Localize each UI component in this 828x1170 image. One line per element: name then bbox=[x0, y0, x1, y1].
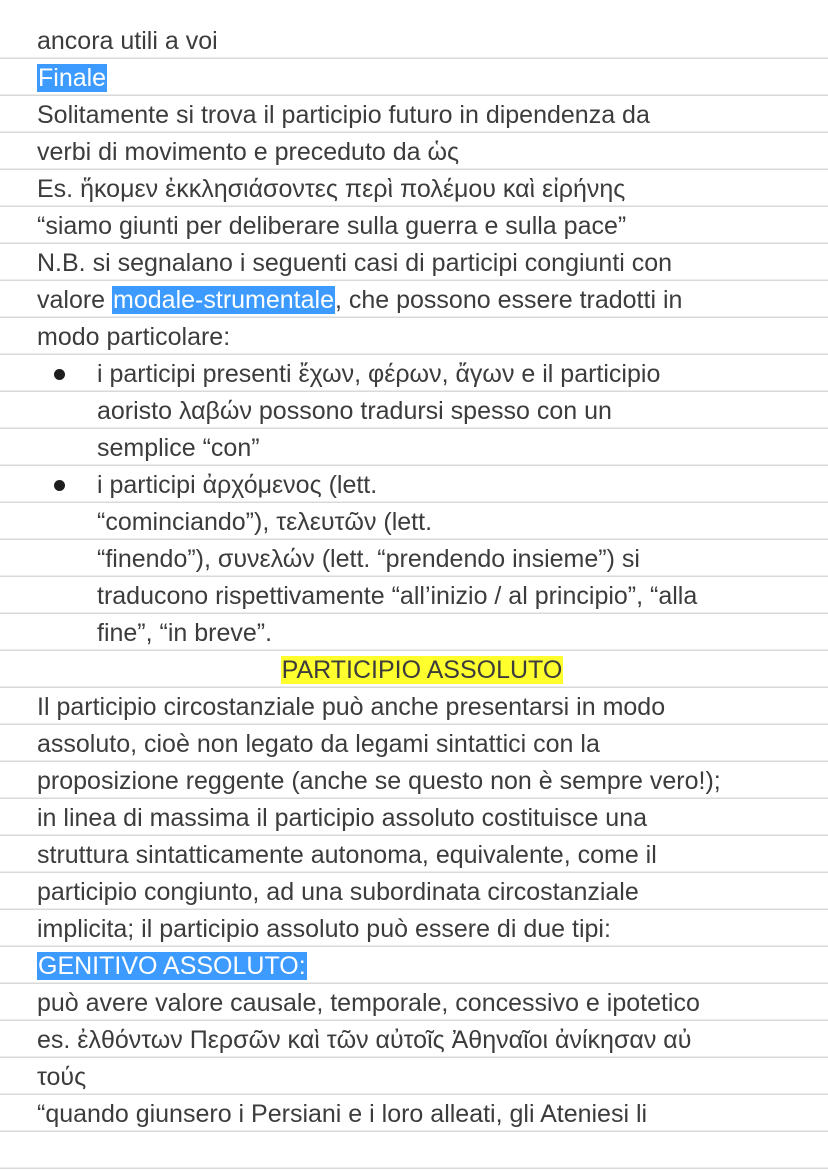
text-line: in linea di massima il participio assoluto costituisce una bbox=[37, 804, 648, 832]
bullet-line: traducono rispettivamente “all’inizio / al principio”, “alla bbox=[97, 582, 698, 610]
text-line: struttura sintatticamente autonoma, equivalente, come il bbox=[37, 841, 657, 869]
bullet-item bbox=[37, 467, 807, 652]
greek-example-line: Es. ἥκομεν ἐκκλησιάσοντες περὶ πολέμου καὶ εἰρήνης bbox=[37, 175, 626, 203]
text-line: verbi di movimento e preceduto da ὡς bbox=[37, 138, 460, 166]
text-line: assoluto, cioè non legato da legami sintattici con la bbox=[37, 730, 600, 758]
modal-line bbox=[37, 282, 807, 319]
modal-line-before: valore bbox=[37, 286, 113, 314]
text-line: participio congiunto, ad una subordinata circostanziale bbox=[37, 878, 639, 906]
section-heading-line bbox=[37, 652, 807, 689]
text-line: Il participio circostanziale può anche presentarsi in modo bbox=[37, 693, 666, 721]
finale-heading-line bbox=[37, 60, 807, 97]
bullet-icon bbox=[54, 480, 65, 491]
genitive-heading-line bbox=[37, 948, 807, 985]
finale-heading: Finale bbox=[38, 64, 107, 92]
translation-line: “quando giunsero i Persiani e i loro alleati, gli Ateniesi li bbox=[37, 1100, 648, 1128]
greek-example-line: τούς bbox=[37, 1063, 87, 1091]
text-line: N.B. si segnalano i seguenti casi di participi congiunti con bbox=[37, 249, 673, 277]
section-heading: PARTICIPIO ASSOLUTO bbox=[281, 656, 563, 684]
text-line: Solitamente si trova il participio futuro in dipendenza da bbox=[37, 101, 650, 129]
bullet-line: semplice “con” bbox=[97, 434, 260, 462]
translation-line: “siamo giunti per deliberare sulla guerra e sulla pace” bbox=[37, 212, 627, 240]
text-line: implicita; il participio assoluto può essere di due tipi: bbox=[37, 915, 611, 943]
bullet-item bbox=[37, 356, 807, 467]
text-line: proposizione reggente (anche se questo non è sempre vero!); bbox=[37, 767, 721, 795]
bullet-line: “cominciando”), τελευτῶν (lett. bbox=[97, 508, 433, 536]
modal-line-after: , che possono essere tradotti in bbox=[334, 286, 683, 314]
bullet-icon bbox=[54, 369, 65, 380]
bullet-line: i participi presenti ἔχων, φέρων, ἄγων e il participio bbox=[97, 360, 661, 388]
note-content bbox=[37, 23, 807, 1133]
bullet-line: “finendo”), συνελών (lett. “prendendo insieme”) si bbox=[97, 545, 640, 573]
bullet-line: aoristo λαβών possono tradursi spesso con un bbox=[97, 397, 612, 425]
greek-example-line: es. ἐλθόντων Περσῶν καὶ τῶν αὐτοῖς Ἀθηναῖοι ἀνίκησαν αὐ bbox=[37, 1026, 692, 1054]
text-line: modo particolare: bbox=[37, 323, 231, 351]
bullet-list bbox=[37, 356, 807, 652]
text-line: ancora utili a voi bbox=[37, 27, 218, 55]
bullet-line: fine”, “in breve”. bbox=[97, 619, 273, 647]
modal-highlight: modale-strumentale bbox=[113, 286, 334, 314]
genitive-heading: GENITIVO ASSOLUTO: bbox=[38, 952, 306, 980]
bullet-line: i participi ἀρχόμενος (lett. bbox=[97, 471, 378, 499]
text-line: può avere valore causale, temporale, concessivo e ipotetico bbox=[37, 989, 700, 1017]
